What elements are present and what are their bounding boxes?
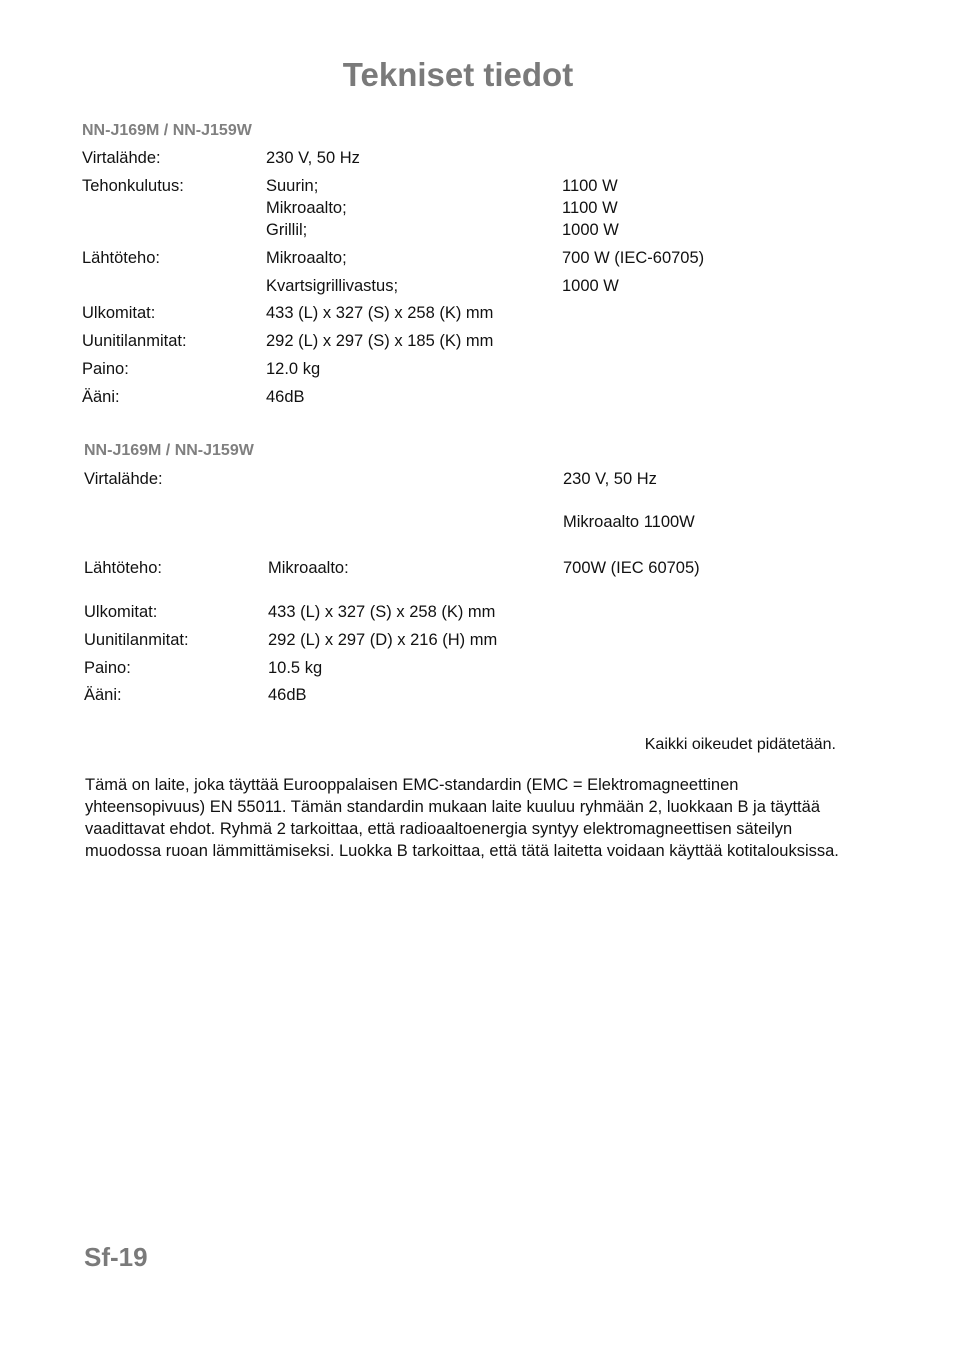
spec-subvalue: 1100 W bbox=[562, 199, 618, 217]
spec-value-mikroaalto: Mikroaalto 1100W bbox=[563, 513, 695, 531]
spec-value-virtalahde: 230 V, 50 Hz bbox=[563, 470, 657, 488]
spec-value-aani: 46dB bbox=[266, 388, 305, 406]
spec-subvalue: 1000 W bbox=[562, 277, 619, 295]
spec-label-uunitilanmitat: Uunitilanmitat: bbox=[82, 332, 187, 350]
spec-label-lahtoteho: Lähtöteho: bbox=[84, 559, 162, 577]
spec-label-ulkomitat: Ulkomitat: bbox=[84, 603, 158, 621]
spec-value-ulkomitat: 433 (L) x 327 (S) x 258 (K) mm bbox=[266, 304, 494, 322]
spec-subitem: Mikroaalto: bbox=[268, 559, 349, 577]
spec-subvalue: 700W (IEC 60705) bbox=[563, 559, 700, 577]
page-title: Tekniset tiedot bbox=[342, 56, 574, 93]
spec-value-uunitilanmitat: 292 (L) x 297 (D) x 216 (H) mm bbox=[268, 631, 498, 649]
spec-label-ulkomitat: Ulkomitat: bbox=[82, 304, 156, 322]
spec-subvalue: 700 W (IEC-60705) bbox=[562, 249, 705, 267]
spec-subvalue: 1000 W bbox=[562, 221, 619, 239]
page-number: Sf-19 bbox=[84, 1242, 148, 1272]
spec-label-uunitilanmitat: Uunitilanmitat: bbox=[84, 631, 189, 649]
spec-subitem: Kvartsigrillivastus; bbox=[266, 277, 399, 295]
spec-value-paino: 12.0 kg bbox=[266, 360, 321, 378]
spec-value-uunitilanmitat: 292 (L) x 297 (S) x 185 (K) mm bbox=[266, 332, 494, 350]
rights-reserved: Kaikki oikeudet pidätetään. bbox=[644, 736, 836, 753]
spec-subitem: Suurin; bbox=[266, 177, 319, 195]
spec-value-paino: 10.5 kg bbox=[268, 659, 323, 677]
spec-label-paino: Paino: bbox=[84, 659, 131, 677]
model-heading-2: NN-J169M / NN-J159W bbox=[84, 442, 254, 459]
spec-label-virtalahde: Virtalähde: bbox=[82, 149, 161, 167]
spec-label-aani: Ääni: bbox=[84, 686, 122, 704]
spec-subitem: Mikroaalto; bbox=[266, 249, 347, 267]
spec-label-virtalahde: Virtalähde: bbox=[84, 470, 163, 488]
spec-label-aani: Ääni: bbox=[82, 388, 120, 406]
spec-label-tehonkulutus: Tehonkulutus: bbox=[82, 177, 184, 195]
spec-subvalue: 1100 W bbox=[562, 177, 618, 195]
spec-subitem: Grillil; bbox=[266, 221, 308, 239]
spec-value-virtalahde: 230 V, 50 Hz bbox=[266, 149, 360, 167]
model-heading-1: NN-J169M / NN-J159W bbox=[82, 122, 252, 139]
spec-subitem: Mikroaalto; bbox=[266, 199, 347, 217]
spec-label-paino: Paino: bbox=[82, 360, 129, 378]
spec-label-lahtoteho: Lähtöteho: bbox=[82, 249, 160, 267]
spec-value-aani: 46dB bbox=[268, 686, 307, 704]
spec-value-ulkomitat: 433 (L) x 327 (S) x 258 (K) mm bbox=[268, 603, 496, 621]
emc-notice: Tämä on laite, joka täyttää Eurooppalaisen EMC-standardin (EMC = Elektromagneettinen yhteensopivuus) EN 55011. Tämän standardin mukaan laite kuuluu ryhmään 2, luokkaan B ja täyttää vaadittavat ehdot. Ryhmä 2 tarkoittaa, että radioaaltoenergia syntyy elektromagneettisen säteilyn muodossa ruoan lämmittämiseksi. Luokka B tarkoittaa, että tätä laitetta voidaan käyttää kotitalouksissa. bbox=[85, 776, 839, 860]
